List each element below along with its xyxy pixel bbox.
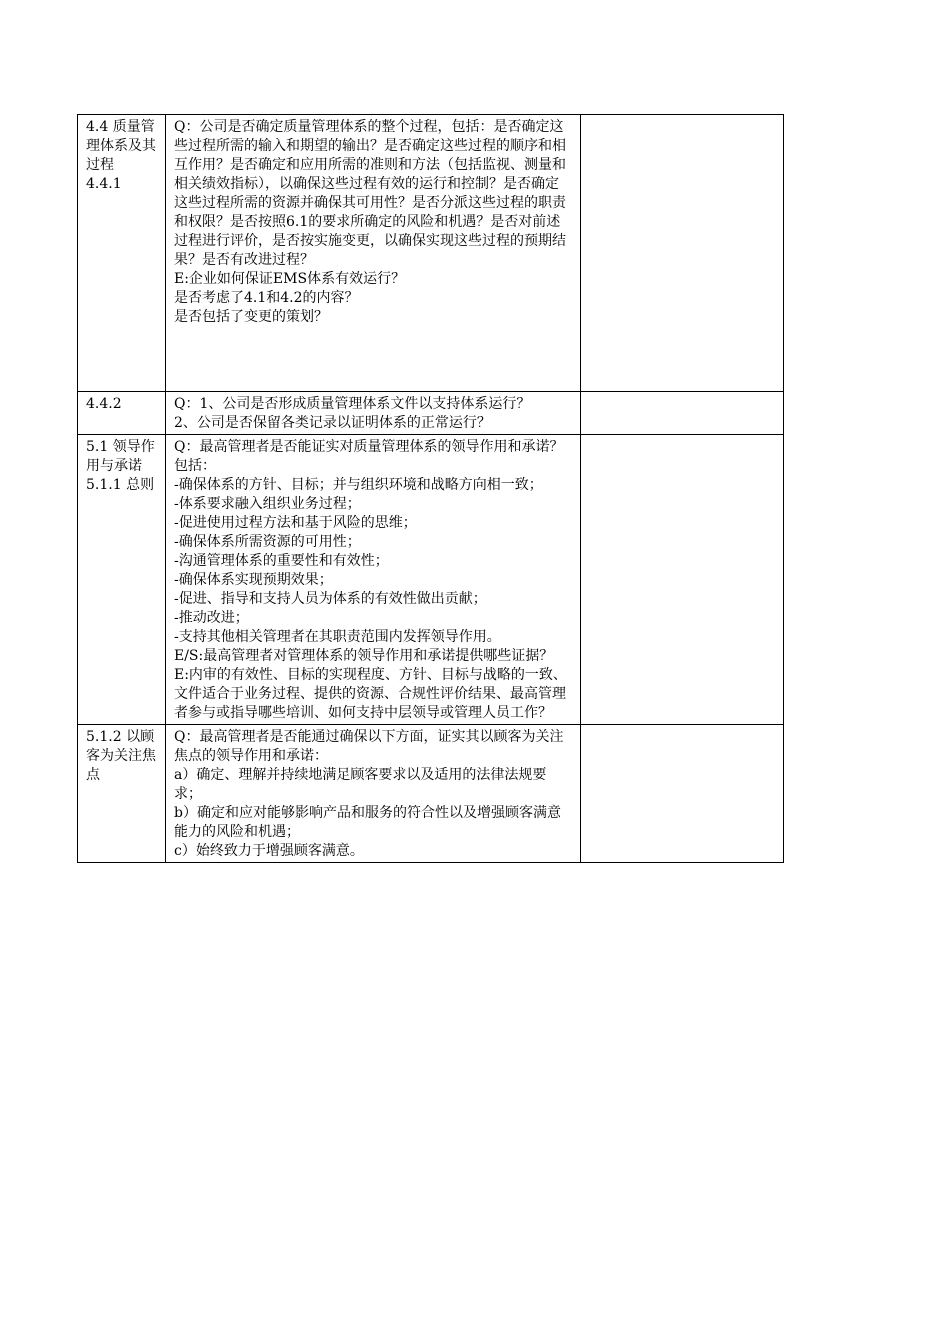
content-cell — [166, 392, 581, 435]
content-cell — [166, 725, 581, 863]
table-row — [78, 725, 784, 863]
clause-number: 4.4.2 — [86, 396, 122, 412]
clause-cell — [78, 115, 166, 392]
list-item: -促进、指导和支持人员为体系的有效性做出贡献； — [174, 591, 487, 607]
evidence-text: E:企业如何保证EMS体系有效运行？ — [174, 271, 406, 287]
table-row — [78, 115, 784, 392]
list-item: -体系要求融入组织业务过程； — [174, 496, 361, 512]
list-item: -确保体系所需资源的可用性； — [174, 534, 361, 550]
record-cell — [581, 725, 784, 863]
list-item: -确保体系实现预期效果； — [174, 572, 333, 588]
evidence-text: E:内审的有效性、目标的实现程度、方针、目标与战略的一致、文件适合于业务过程、提供的资源、合规性评价结果、最高管理者参与或指导哪些培训、如何支持中层领导或管理人员工作？ — [174, 667, 567, 721]
clause-number: 4.4.1 — [86, 176, 122, 192]
question-text: Q：最高管理者是否能通过确保以下方面，证实其以顾客为关注焦点的领导作用和承诺： — [174, 729, 564, 764]
list-item: -沟通管理体系的重要性和有效性； — [174, 553, 389, 569]
question-text: Q：最高管理者是否能证实对质量管理体系的领导作用和承诺？包括： — [174, 439, 564, 474]
question-text: Q：公司是否确定质量管理体系的整个过程，包括：是否确定这些过程所需的输入和期望的输出？是否确定这些过程的顺序和相互作用？是否确定和应用所需的准则和方法（包括监视、测量和相关绩效指标），以确保这些过程有效的运行和控制？是否确定这些过程所需的资源并确保其可用性？是否分派这些过程的职责和权限？是否按照6.1的要求所确定的风险和机遇？是否对前述过程进行评价，是否按实施变更，以确保实现这些过程的预期结果？是否有改进过程？ — [174, 119, 566, 268]
evidence-text: 是否考虑了4.1和4.2的内容？ — [174, 290, 359, 306]
list-item: -推动改进； — [174, 610, 249, 626]
content-cell — [166, 115, 581, 392]
list-item: a）确定、理解并持续地满足顾客要求以及适用的法律法规要求； — [174, 767, 547, 802]
question-text: Q：1、公司是否形成质量管理体系文件以支持体系运行？ — [174, 396, 531, 412]
list-item: -促进使用过程方法和基于风险的思维； — [174, 515, 417, 531]
clause-title: 5.1.2 以顾客为关注焦点 — [86, 729, 156, 783]
record-cell — [581, 115, 784, 392]
list-item: c）始终致力于增强顾客满意。 — [174, 843, 364, 859]
clause-title: 5.1 领导作用与承诺 — [86, 439, 155, 474]
table-body — [78, 115, 784, 863]
clause-cell — [78, 392, 166, 435]
table-row — [78, 392, 784, 435]
question-text: 2、公司是否保留各类记录以证明体系的正常运行？ — [174, 415, 491, 431]
evidence-text: E/S:最高管理者对管理体系的领导作用和承诺提供哪些证据？ — [174, 648, 554, 664]
list-item: -确保体系的方针、目标；并与组织环境和战略方向相一致； — [174, 477, 543, 493]
content-cell — [166, 435, 581, 725]
audit-checklist-table — [77, 114, 784, 863]
evidence-text: 是否包括了变更的策划？ — [174, 309, 328, 325]
list-item: b）确定和应对能够影响产品和服务的符合性以及增强顾客满意能力的风险和机遇； — [174, 805, 561, 840]
clause-number: 5.1.1 总则 — [86, 477, 155, 493]
clause-cell — [78, 435, 166, 725]
record-cell — [581, 392, 784, 435]
clause-title: 4.4 质量管理体系及其过程 — [86, 119, 156, 173]
clause-cell — [78, 725, 166, 863]
table-row — [78, 435, 784, 725]
record-cell — [581, 435, 784, 725]
list-item: -支持其他相关管理者在其职责范围内发挥领导作用。 — [174, 629, 501, 645]
